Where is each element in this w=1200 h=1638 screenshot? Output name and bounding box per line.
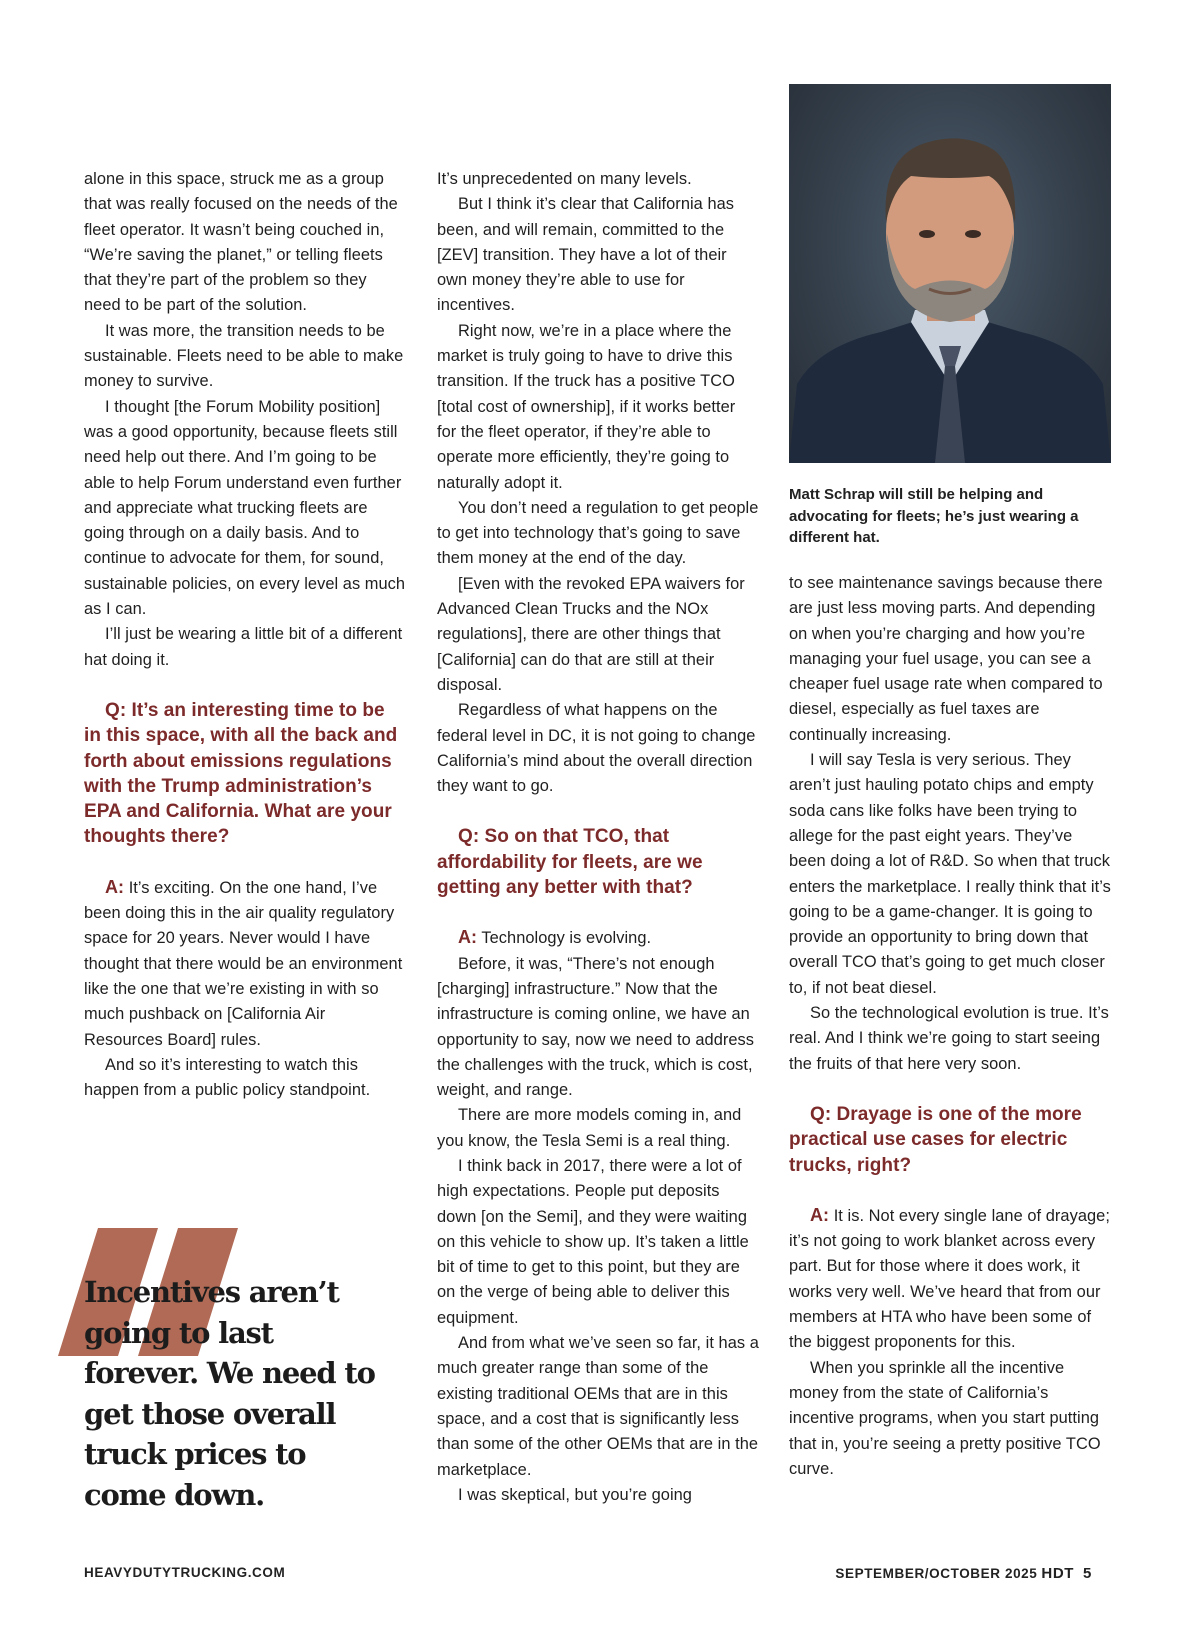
body-paragraph: And from what we’ve seen so far, it has a much greater range than some of the existing traditional OEMs that are in this space, and a cost that is significantly less than some of the other OEMs that are in the marketplace.	[437, 1334, 759, 1479]
body-paragraph: Before, it was, “There’s not enough [charging] infrastructure.” Now that the infrastructure is coming online, we have an opportunity to say, now we need to address the challenges with the truck, which is cost, weight, and range.	[437, 954, 755, 1100]
interview-answer	[437, 925, 759, 951]
answer-text: It is. Not every single lane of drayage; it’s not going to work blanket across every part. But for those where it does work, it works very well. We’ve heard that from our members at HTA who have been some of the biggest proponents for this.	[789, 1206, 1110, 1352]
answer-marker: A:	[810, 1204, 830, 1225]
body-paragraph: I will say Tesla is very serious. They aren’t just hauling potato chips and empty soda cans like folks have been trying to allege for the past eight years. They’ve been doing a lot of R&D. So when that truck enters the marketplace. I really think that it’s going to be a game-changer. It is going to provide an opportunity to bring down that overall TCO that’s going to get much closer to, if not beat diesel.	[789, 751, 1111, 997]
body-paragraph: I’ll just be wearing a little bit of a different hat doing it.	[84, 625, 403, 669]
body-paragraph: Regardless of what happens on the federal level in DC, it is not going to change California’s mind about the overall direction they want to go.	[437, 701, 756, 796]
answer-marker: A:	[458, 927, 478, 948]
body-paragraph: When you sprinkle all the incentive money from the state of California’s incentive programs, when you start putting that in, you’re seeing a pretty positive TCO curve.	[789, 1358, 1101, 1478]
footer-issue-info	[835, 1565, 1092, 1582]
interview-answer	[84, 875, 406, 1053]
body-paragraph: So the technological evolution is true. It’s real. And I think we’re going to start seeing the fruits of that here very soon.	[789, 1004, 1109, 1073]
pull-quote: Incentives aren’t going to last forever. We need to get those overall truck prices to come down.	[84, 1275, 375, 1512]
article-column-2	[437, 167, 759, 1508]
body-paragraph: I was skeptical, but you’re going	[458, 1485, 692, 1504]
body-paragraph: I think back in 2017, there were a lot of high expectations. People put deposits down [on the Semi], and they were waiting on this vehicle to show up. It’s taken a little bit of time to get to this point, but they are on the verge of being able to deliver this equipment.	[437, 1156, 749, 1327]
body-paragraph: There are more models coming in, and you know, the Tesla Semi is a real thing.	[437, 1106, 742, 1150]
body-paragraph: alone in this space, struck me as a group that was really focused on the needs of the fleet operator. It wasn’t being couched in, “We’re saving the planet,” or telling fleets that they’re part of the problem so they need to be part of the solution.	[84, 170, 398, 315]
body-paragraph: You don’t need a regulation to get people to get into technology that’s going to save them money at the end of the day.	[437, 498, 759, 568]
answer-text: Technology is evolving.	[477, 929, 652, 948]
answer-marker: A:	[105, 876, 125, 897]
body-paragraph: It was more, the transition needs to be sustainable. Fleets need to be able to make money to survive.	[84, 321, 404, 391]
interview-question: Q: So on that TCO, that affordability for fleets, are we getting any better with that?	[437, 826, 703, 899]
body-paragraph: And so it’s interesting to watch this happen from a public policy standpoint.	[84, 1055, 371, 1100]
body-paragraph: I thought [the Forum Mobility position] was a good opportunity, because fleets still need help out there. And I’m going to be able to help Forum understand even further and appreciate what trucking fleets are going through on a daily basis. And to continue to advocate for them, for sound, sustainable policies, on every level as much as I can.	[84, 397, 406, 619]
answer-text: It’s exciting. On the one hand, I’ve been doing this in the air quality regulatory space for 20 years. Never would I have thought that there would be an environment like the one that we’re existing in with so much pushback on [California Air Resources Board] rules.	[84, 878, 403, 1049]
photo-caption: Matt Schrap will still be helping and advocating for fleets; he’s just wearing a different hat.	[789, 486, 1079, 546]
body-paragraph: to see maintenance savings because there are just less moving parts. And depending on when you’re charging and how you’re managing your fuel usage, you can see a cheaper fuel usage rate when compared to diesel, especially as fuel taxes are continually increasing.	[789, 574, 1103, 744]
article-column-1	[84, 167, 406, 1103]
portrait-illustration	[789, 84, 1111, 463]
body-paragraph: It’s unprecedented on many levels.	[437, 170, 692, 188]
body-paragraph: But I think it’s clear that California has been, and will remain, committed to the [ZEV] transition. They have a lot of their own money they’re able to use for incentives.	[437, 195, 735, 315]
portrait-photo	[789, 84, 1111, 463]
interview-question: Q: Drayage is one of the more practical use cases for electric trucks, right?	[789, 1103, 1082, 1176]
issue-date: SEPTEMBER/OCTOBER 2025	[835, 1566, 1038, 1581]
interview-question: Q: It’s an interesting time to be in this space, with all the back and forth about emissions regulations with the Trump administration’s EPA and California. What are your thoughts there?	[84, 699, 398, 848]
publication-brand: HDT	[1041, 1565, 1075, 1582]
body-paragraph: [Even with the revoked EPA waivers for Advanced Clean Trucks and the NOx regulations], there are other things that [California] can do that are still at their disposal.	[437, 574, 745, 694]
article-column-3	[789, 571, 1111, 1482]
footer-website: HEAVYDUTYTRUCKING.COM	[84, 1565, 286, 1580]
page-number: 5	[1083, 1565, 1092, 1582]
body-paragraph: Right now, we’re in a place where the market is truly going to have to drive this transition. If the truck has a positive TCO [total cost of ownership], if it works better for the fleet operator, if they’re able to operate more efficiently, they’re going to naturally adopt it.	[437, 321, 736, 492]
interview-answer	[789, 1203, 1111, 1356]
